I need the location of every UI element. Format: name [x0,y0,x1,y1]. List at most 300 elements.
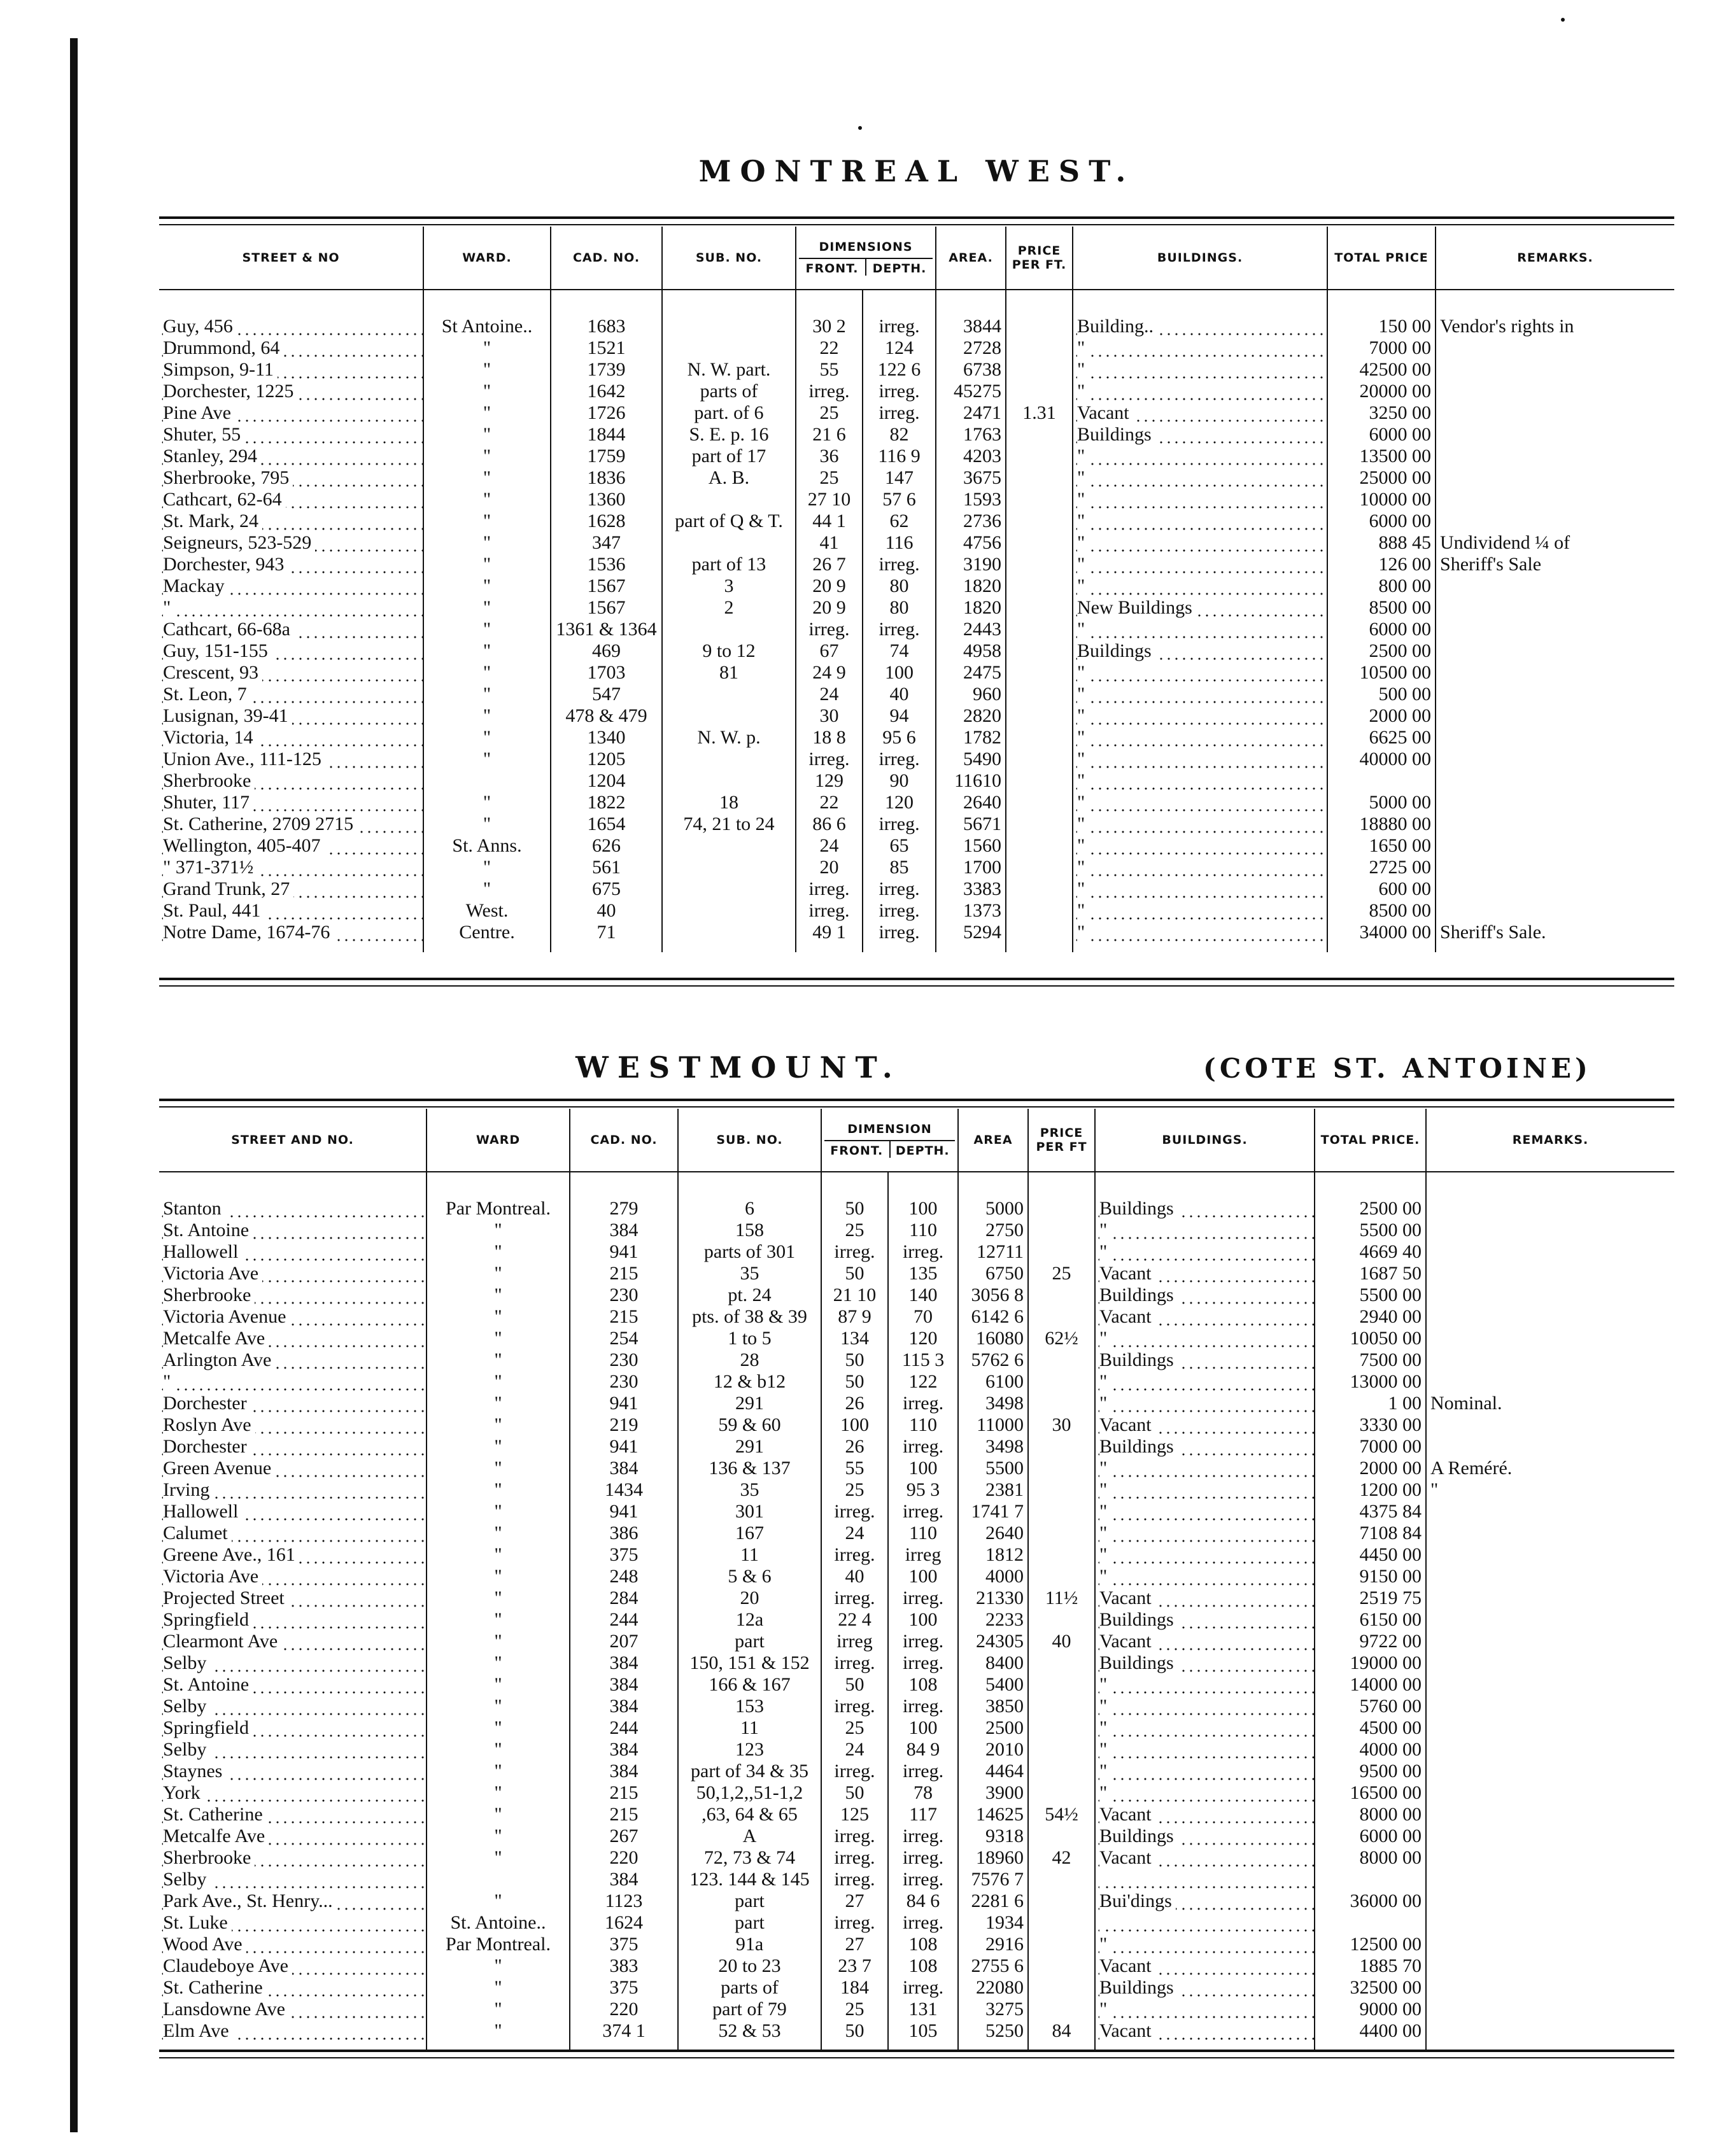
buildings-cell [1095,1501,1315,1523]
table-row [159,1652,1674,1674]
sub-number-cell [662,316,796,337]
sub-number-cell-text: 166 & 167 [709,1674,791,1695]
table-row [159,1328,1674,1349]
cad-number-cell [570,1674,678,1696]
front-cell [821,1414,888,1436]
sub-number-cell-text: 11 [740,1544,759,1565]
total-price-cell [1315,1761,1426,1782]
cad-number-cell [551,489,662,510]
cad-number-cell [551,424,662,446]
area-cell-text: 3498 [985,1393,1024,1414]
total-price-cell [1315,1544,1426,1566]
ward-cell-text: " [494,1652,502,1673]
total-price-cell-text: 8500 00 [1369,597,1432,618]
total-price-cell-text: 5000 00 [1369,792,1432,813]
cad-number-cell [570,1977,678,1999]
table-row [159,467,1674,489]
area-cell [936,813,1006,835]
depth-cell [888,1393,958,1414]
buildings-cell [1095,1609,1315,1631]
front-cell [796,597,863,619]
area-cell-text: 2640 [963,792,1002,813]
price-per-ft-cell-text: 11½ [1045,1587,1078,1608]
ward-cell-text: " [494,1371,502,1392]
table-row [159,792,1674,813]
remarks-cell [1436,446,1674,467]
ward-cell-text: " [483,337,491,358]
remarks-cell [1436,684,1674,705]
total-price-cell [1327,792,1436,813]
sub-number-cell [678,1890,821,1912]
header-total: TOTAL PRICE. [1315,1109,1426,1172]
remarks-cell-text: Nominal. [1430,1393,1502,1414]
sub-number-cell [662,575,796,597]
buildings-cell-text: " [1077,575,1089,596]
cad-number-cell [570,1263,678,1284]
ward-cell [423,835,551,857]
area-cell [958,2020,1028,2042]
total-price-cell-text: 4375 84 [1359,1501,1422,1522]
cad-number-cell [551,684,662,705]
ward-cell [427,1782,570,1804]
street-cell [159,1977,427,1999]
front-cell-text: 50 [845,2020,864,2041]
price-per-ft-cell [1028,1804,1095,1825]
street-cell [159,640,423,662]
header-cad: CAD. NO. [551,227,662,290]
table-row [159,2020,1674,2042]
top-rule-thin [159,224,1674,225]
cad-number-cell [551,813,662,835]
sub-number-cell [662,813,796,835]
buildings-cell-text: " [1099,1739,1111,1760]
depth-cell [888,1761,958,1782]
area-cell-text: 4203 [963,446,1002,467]
sub-number-cell-text: N. W. p. [697,727,761,748]
front-cell-text: irreg. [834,1652,875,1673]
total-price-cell-text: 4500 00 [1359,1717,1422,1738]
sub-number-cell [678,1393,821,1414]
area-cell [936,381,1006,402]
street-cell-text: Arlington Ave [163,1349,275,1370]
area-cell-text: 1782 [963,727,1002,748]
ward-cell [427,1955,570,1977]
cad-number-cell [570,1241,678,1263]
table-row [159,1371,1674,1393]
front-cell [796,619,863,640]
total-price-cell-text: 8000 00 [1359,1804,1422,1825]
table-row [159,878,1674,900]
cad-number-cell [570,1955,678,1977]
buildings-cell [1073,835,1327,857]
depth-cell [863,619,936,640]
front-cell [821,1739,888,1761]
remarks-cell [1426,1501,1674,1523]
remarks-cell [1426,1198,1674,1220]
depth-cell-text: irreg [905,1544,942,1565]
price-per-ft-cell [1028,1977,1095,1999]
table-row [159,1349,1674,1371]
header-dimensions-label: DIMENSION [847,1122,932,1136]
ward-cell [423,316,551,337]
street-cell [159,1999,427,2020]
remarks-cell [1426,1825,1674,1847]
buildings-cell-text: Vacant [1099,1847,1155,1868]
street-cell [159,1220,427,1241]
price-per-ft-cell [1006,381,1073,402]
bottom-rule [159,2050,1674,2052]
remarks-cell [1426,1804,1674,1825]
total-price-cell [1315,1284,1426,1306]
cad-number-cell-text: 215 [609,1804,639,1825]
street-cell-text: Shuter, 117 [163,792,253,813]
front-cell-text: 24 [819,684,839,705]
front-cell-text: irreg. [834,1696,875,1717]
sub-number-cell-text: 20 [740,1587,759,1608]
ward-cell-text: " [494,1523,502,1544]
street-cell-text: Lansdowne Ave [163,1999,289,2020]
street-cell [159,1782,427,1804]
front-cell [796,640,863,662]
price-per-ft-cell [1028,1934,1095,1955]
depth-cell [888,1739,958,1761]
area-cell-text: 1820 [963,597,1002,618]
cad-number-cell-text: 1536 [587,554,626,575]
ward-cell-text: West. [465,900,509,921]
area-cell [936,575,1006,597]
street-cell-text: Simpson, 9-11 [163,359,278,380]
cad-number-cell-text: 1360 [587,489,626,510]
sub-number-cell [678,1847,821,1869]
sub-number-cell-text: 18 [719,792,738,813]
depth-cell [888,1544,958,1566]
price-per-ft-cell [1028,1349,1095,1371]
sub-number-cell-text: 72, 73 & 74 [703,1847,796,1868]
ward-cell-text: " [483,381,491,402]
ward-cell-text: " [483,813,491,834]
cad-number-cell [570,1523,678,1544]
total-price-cell-text: 2500 00 [1369,640,1432,661]
total-price-cell [1327,402,1436,424]
cad-number-cell-text: 374 1 [602,2020,646,2041]
sub-number-cell [662,446,796,467]
street-cell [159,1436,427,1458]
front-cell-text: 20 [819,857,839,878]
depth-cell [888,1804,958,1825]
front-cell [821,1977,888,1999]
cad-number-cell [570,1393,678,1414]
ward-cell [427,1674,570,1696]
depth-cell [863,467,936,489]
area-cell [958,1652,1028,1674]
front-cell [821,1890,888,1912]
table-row [159,1999,1674,2020]
front-cell [821,1458,888,1479]
area-cell [936,489,1006,510]
area-cell [936,727,1006,749]
buildings-cell [1095,1847,1315,1869]
area-cell [936,467,1006,489]
buildings-cell-text: New Buildings [1077,597,1196,618]
ward-cell [427,1631,570,1652]
sub-number-cell [662,510,796,532]
front-cell [796,922,863,943]
ward-cell-text: " [494,1739,502,1760]
cad-number-cell [570,1717,678,1739]
cad-number-cell [570,1847,678,1869]
front-cell-text: 125 [840,1804,869,1825]
total-price-cell-text: 6625 00 [1369,727,1432,748]
buildings-cell [1073,684,1327,705]
front-cell-text: 50 [845,1674,864,1695]
remarks-cell [1436,749,1674,770]
sub-number-cell [662,532,796,554]
price-per-ft-cell [1028,1328,1095,1349]
cad-number-cell-text: 1361 & 1364 [556,619,657,640]
total-price-cell [1315,1912,1426,1934]
cad-number-cell-text: 230 [609,1371,639,1392]
remarks-cell [1436,727,1674,749]
sub-number-cell-text: A. B. [708,467,750,488]
total-price-cell [1315,1393,1426,1414]
depth-cell-text: irreg. [902,1696,944,1717]
front-cell [821,1782,888,1804]
ward-cell-text: " [494,1955,502,1976]
cad-number-cell-text: 1654 [587,813,626,834]
ward-cell [423,727,551,749]
street-cell [159,770,423,792]
area-cell-text: 2475 [963,662,1002,683]
ward-cell-text: " [494,1393,502,1414]
ward-cell [427,1220,570,1241]
cad-number-cell [551,792,662,813]
area-cell [958,1220,1028,1241]
depth-cell [888,1782,958,1804]
depth-cell-text: 124 [885,337,914,358]
header-price: PRICE PER FT [1028,1109,1095,1172]
area-cell [936,446,1006,467]
buildings-cell-text: Bui'dings [1099,1890,1176,1911]
buildings-cell-text: " [1099,1241,1111,1262]
street-cell [159,1414,427,1436]
ward-cell-text: " [483,727,491,748]
buildings-cell [1095,1912,1315,1934]
price-per-ft-cell [1006,857,1073,878]
area-cell [958,1999,1028,2020]
area-cell-text: 2443 [963,619,1002,640]
buildings-cell [1095,1458,1315,1479]
table-row [159,1479,1674,1501]
buildings-cell [1073,597,1327,619]
street-cell [159,402,423,424]
area-cell-text: 22080 [976,1977,1024,1998]
remarks-cell [1426,1241,1674,1263]
table-row [159,619,1674,640]
cad-number-cell [551,554,662,575]
price-per-ft-cell [1028,1761,1095,1782]
buildings-cell-text: " [1099,1371,1111,1392]
cad-number-cell [551,922,662,943]
area-cell [936,857,1006,878]
sub-number-cell-text: part [735,1631,765,1652]
table-row [159,1674,1674,1696]
sub-number-cell-text: parts of 301 [703,1241,796,1262]
remarks-cell [1436,835,1674,857]
street-cell-text: Grand Trunk, 27 [163,878,293,899]
sub-number-cell [678,1241,821,1263]
sub-number-cell [678,1306,821,1328]
street-cell-text: Notre Dame, 1674-76 [163,922,334,943]
ward-cell [427,1523,570,1544]
total-price-cell-text: 7108 84 [1359,1523,1422,1544]
depth-cell-text: irreg. [902,1847,944,1868]
street-cell [159,878,423,900]
sub-number-cell [678,1761,821,1782]
buildings-cell-text: " [1077,857,1089,878]
front-cell-text: 25 [819,467,839,488]
buildings-cell-text: Buildings [1099,1436,1178,1457]
ward-cell [423,424,551,446]
front-cell [796,337,863,359]
street-cell-text: Dorchester [163,1436,251,1457]
total-price-cell-text: 14000 00 [1350,1674,1422,1695]
depth-cell [863,359,936,381]
front-cell [796,878,863,900]
depth-cell [888,1587,958,1609]
table-row [159,1587,1674,1609]
depth-cell-text: irreg. [879,402,920,423]
street-cell [159,1609,427,1631]
header-street: STREET & NO [159,227,423,290]
cad-number-cell-text: 1844 [587,424,626,445]
buildings-cell [1073,381,1327,402]
area-cell-text: 5762 6 [971,1349,1024,1370]
front-cell [821,1284,888,1306]
remarks-cell [1436,381,1674,402]
price-per-ft-cell [1006,705,1073,727]
cad-number-cell-text: 1759 [587,446,626,467]
buildings-cell [1073,402,1327,424]
area-cell-text: 3275 [985,1999,1024,2020]
total-price-cell [1327,575,1436,597]
total-price-cell [1315,1220,1426,1241]
area-cell [958,1696,1028,1717]
sub-number-cell [662,727,796,749]
street-cell-text: St. Paul, 441 [163,900,264,921]
total-price-cell [1327,878,1436,900]
ward-cell [427,1739,570,1761]
area-cell [958,1587,1028,1609]
ward-cell-text: " [494,1717,502,1738]
price-per-ft-cell [1028,1912,1095,1934]
price-per-ft-cell [1006,489,1073,510]
front-cell [796,489,863,510]
remarks-cell [1426,2020,1674,2042]
front-cell [796,835,863,857]
total-price-cell-text: 7000 00 [1359,1436,1422,1457]
price-per-ft-cell [1028,1436,1095,1458]
area-cell [958,1501,1028,1523]
total-price-cell [1327,922,1436,943]
buildings-cell-text: " [1077,619,1089,640]
street-cell [159,1198,427,1220]
total-price-cell-text: 2519 75 [1359,1587,1422,1608]
ward-cell-text: " [494,1501,502,1522]
sub-number-cell-text: parts of [700,381,758,402]
cad-number-cell [570,1739,678,1761]
sub-number-cell-text: 153 [735,1696,764,1717]
depth-cell [863,727,936,749]
price-per-ft-cell [1028,1284,1095,1306]
sub-number-cell-text: S. E. p. 16 [689,424,769,445]
header-street: STREET AND NO. [159,1109,427,1172]
ward-cell [427,1890,570,1912]
street-cell-text: Guy, 151-155 [163,640,272,661]
cad-number-cell-text: 1726 [587,402,626,423]
front-cell [796,575,863,597]
front-cell-text: 30 2 [812,316,846,337]
depth-cell-text: 140 [908,1284,938,1305]
cad-number-cell-text: 40 [596,900,616,921]
buildings-cell [1095,1198,1315,1220]
ward-cell [427,1458,570,1479]
front-cell [821,1306,888,1328]
ward-cell [427,1436,570,1458]
front-cell [796,532,863,554]
ward-cell-text: St. Antoine.. [450,1912,546,1933]
area-cell-text: 5294 [963,922,1002,943]
sub-number-cell-text: part of 79 [712,1999,787,2020]
buildings-cell-text: " [1099,1999,1111,2020]
ward-cell-text: " [494,1847,502,1868]
sub-number-cell [678,2020,821,2042]
total-price-cell [1327,835,1436,857]
sub-number-cell [678,1371,821,1393]
table-row [159,727,1674,749]
total-price-cell-text: 13000 00 [1350,1371,1422,1392]
buildings-cell-text: " [1077,684,1089,705]
street-cell [159,337,423,359]
total-price-cell [1315,1739,1426,1761]
ward-cell-text: " [494,1761,502,1782]
area-cell [936,316,1006,337]
price-per-ft-cell-text: 62½ [1045,1328,1078,1349]
front-cell-text: irreg. [834,1241,875,1262]
table-row [159,922,1674,943]
front-cell [821,1263,888,1284]
street-cell-text: Sherbrooke, 795 [163,467,293,488]
street-cell-text: Guy, 456 [163,316,237,337]
street-cell-text: Clearmont Ave [163,1631,281,1652]
front-cell-text: 20 9 [812,597,846,618]
front-cell [796,684,863,705]
sub-number-cell-text: 91a [735,1934,764,1955]
ward-cell [423,749,551,770]
front-cell-text: irreg. [808,381,850,402]
buildings-cell [1095,1220,1315,1241]
depth-cell [863,597,936,619]
depth-cell-text: 70 [914,1306,933,1327]
buildings-cell [1095,1479,1315,1501]
depth-cell [863,900,936,922]
street-cell [159,1523,427,1544]
buildings-cell-text: " [1077,554,1089,575]
area-cell [958,1458,1028,1479]
sub-number-cell [662,467,796,489]
street-cell-text: Lusignan, 39-41 [163,705,292,726]
remarks-cell [1436,489,1674,510]
cad-number-cell-text: 383 [609,1955,639,1976]
